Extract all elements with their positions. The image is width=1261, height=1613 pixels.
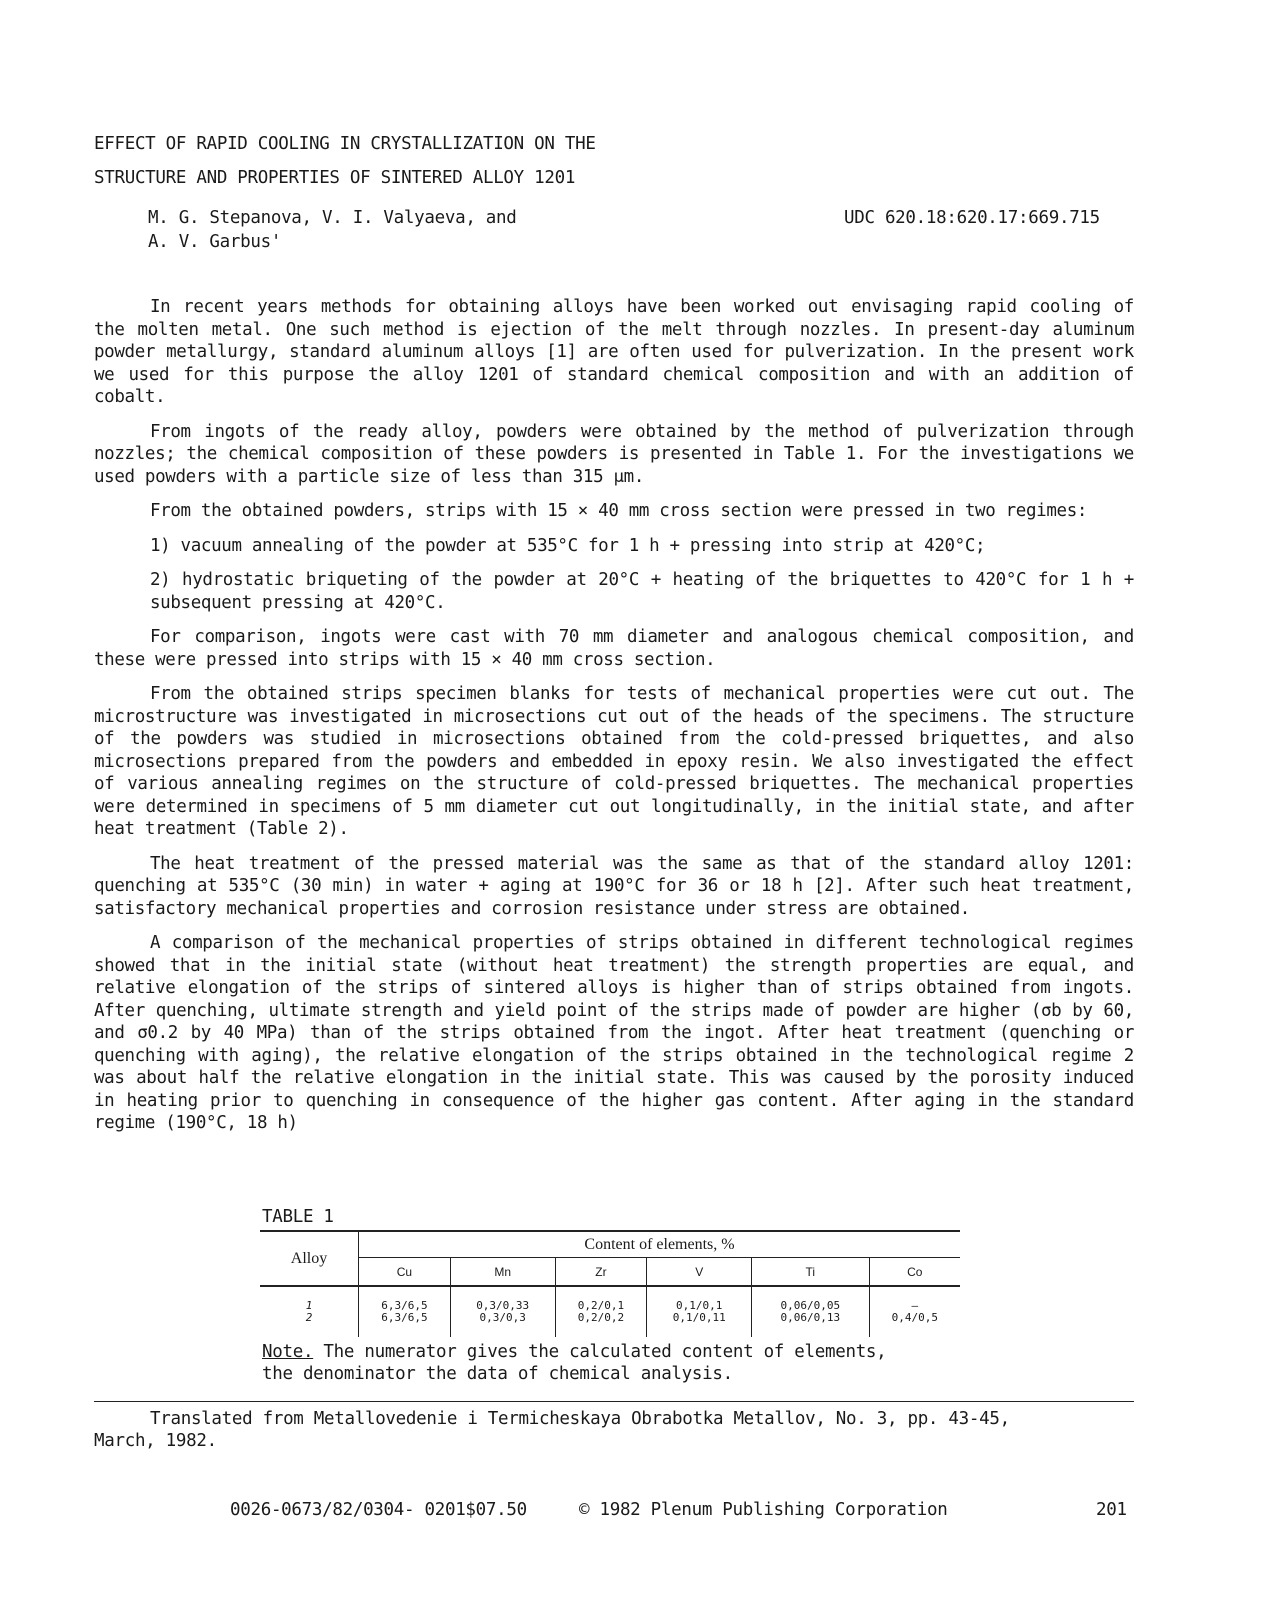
cell-ti-1: 0,06/0,05 [780, 1299, 841, 1312]
translation-line-1: Translated from Metallovedenie i Termicheskaya Obrabotka Metallov, No. 3, pp. 43-45, [150, 1409, 1010, 1429]
note-label: Note. [262, 1342, 314, 1362]
composition-table [260, 1230, 960, 1337]
authors-line-1: M. G. Stepanova, V. I. Valyaeva, and [148, 208, 517, 228]
article-title [94, 127, 596, 195]
cell-cu-2: 6,3/6,5 [381, 1311, 428, 1324]
table-note [262, 1341, 886, 1385]
alloy-numbers [260, 1286, 359, 1337]
table-header-v: V [647, 1258, 752, 1287]
cell-ti-2: 0,06/0,13 [780, 1311, 841, 1324]
alloy-1: 1 [305, 1299, 313, 1312]
cell-mn-2: 0,3/0,3 [479, 1311, 526, 1324]
cell-cu [359, 1286, 451, 1337]
cell-co-1: — [911, 1299, 919, 1312]
note-text-2: the denominator the data of chemical analysis. [262, 1364, 733, 1384]
footnote-divider [94, 1401, 1134, 1402]
cell-v-1: 0,1/0,1 [676, 1299, 723, 1312]
cell-mn-1: 0,3/0,33 [476, 1299, 530, 1312]
regime-item-2: 2) hydrostatic briqueting of the powder at 20°C + heating of the briquettes to 420°C for 1 h + subsequent pressing at 420°C. [150, 570, 1134, 613]
table-header-alloy: Alloy [260, 1231, 359, 1286]
table-caption: TABLE 1 [262, 1207, 334, 1227]
authors-line-2: A. V. Garbus' [148, 232, 282, 252]
paragraph-powders: From ingots of the ready alloy, powders were obtained by the method of pulverization through nozzles; the chemical composition of these powders is presented in Table 1. For the investigations we used powders with a particle size of less than 315 μm. [94, 421, 1134, 487]
cell-cu-1: 6,3/6,5 [381, 1299, 428, 1312]
table-header-content: Content of elements, % [359, 1231, 961, 1258]
translation-note [94, 1408, 1134, 1452]
paragraph-heat-treatment: The heat treatment of the pressed material was the same as that of the standard alloy 1201: quenching at 535°C (30 min) in water + aging at 190°C for 36 or 18 h [2]. After such heat treatment, satisfactory mechanical properties and corrosion resistance under stress are obtained. [94, 853, 1134, 919]
paragraph-mechanical: A comparison of the mechanical properties of strips obtained in different technological regimes showed that in the initial state (without heat treatment) the strength properties are equal, and relative elongation of the strips of sintered alloys is higher than of strips obtained from ingots. After quenching, ultimate strength and yield point of the strips made of powder are higher (σb by 60, and σ0.2 by 40 MPa) than of the strips obtained from the ingot. After heat treatment (quenching or quenching with aging), the relative elongation of the strips obtained in the technological regime 2 was about half the relative elongation in the initial state. This was caused by the porosity induced in heating prior to quenching in consequence of the higher gas content. After aging in the standard regime (190°C, 18 h) [94, 933, 1134, 1133]
cell-co-2: 0,4/0,5 [891, 1311, 938, 1324]
udc-code: UDC 620.18:620.17:669.715 [844, 208, 1100, 228]
footer-code: 0026-0673/82/0304- 0201$07.50 [230, 1500, 527, 1520]
cell-ti [752, 1286, 870, 1337]
cell-mn [450, 1286, 555, 1337]
paragraph-comparison: For comparison, ingots were cast with 70 mm diameter and analogous chemical composition, and these were pressed into strips with 15 × 40 mm cross section. [94, 627, 1134, 670]
alloy-2: 2 [305, 1311, 313, 1324]
article-body [94, 296, 1134, 1147]
translation-line-2: March, 1982. [94, 1431, 217, 1451]
cell-zr [555, 1286, 647, 1337]
table-row [260, 1286, 960, 1337]
title-line-1: EFFECT OF RAPID COOLING IN CRYSTALLIZATION ON THE [94, 134, 596, 154]
footer-copyright: © 1982 Plenum Publishing Corporation [579, 1500, 948, 1520]
paragraph-strips: From the obtained powders, strips with 15 × 40 mm cross section were pressed in two regimes: [150, 501, 1088, 521]
paragraph-intro: In recent years methods for obtaining alloys have been worked out envisaging rapid cooling of the molten metal. One such method is ejection of the melt through nozzles. In present-day aluminum powder metallurgy, standard aluminum alloys [1] are often used for pulverization. In the present work we used for this purpose the alloy 1201 of standard chemical composition and with an addition of cobalt. [94, 297, 1134, 407]
page-number: 201 [1096, 1500, 1127, 1520]
cell-v [647, 1286, 752, 1337]
authors [148, 206, 517, 254]
title-line-2: STRUCTURE AND PROPERTIES OF SINTERED ALLOY 1201 [94, 168, 576, 188]
cell-zr-1: 0,2/0,1 [577, 1299, 625, 1312]
cell-v-2: 0,1/0,11 [672, 1311, 726, 1324]
note-text-1: The numerator gives the calculated content of elements, [313, 1342, 887, 1362]
table-header-co: Co [869, 1258, 960, 1287]
table-header-zr: Zr [555, 1258, 647, 1287]
cell-co [869, 1286, 960, 1337]
cell-zr-2: 0,2/0,2 [577, 1311, 625, 1324]
paragraph-specimens: From the obtained strips specimen blanks for tests of mechanical properties were cut out. The microstructure was investigated in microsections cut out of the heads of the specimens. The structure of the powders was studied in microsections obtained from the cold-pressed briquettes, and also microsections prepared from the powders and embedded in epoxy resin. We also investigated the effect of various annealing regimes on the structure of cold-pressed briquettes. The mechanical properties were determined in specimens of 5 mm diameter cut out longitudinally, in the initial state, and after heat treatment (Table 2). [94, 684, 1134, 839]
table-header-ti: Ti [752, 1258, 870, 1287]
table-header-mn: Mn [450, 1258, 555, 1287]
regime-item-1: 1) vacuum annealing of the powder at 535°C for 1 h + pressing into strip at 420°C; [150, 535, 986, 556]
table-header-cu: Cu [359, 1258, 451, 1287]
